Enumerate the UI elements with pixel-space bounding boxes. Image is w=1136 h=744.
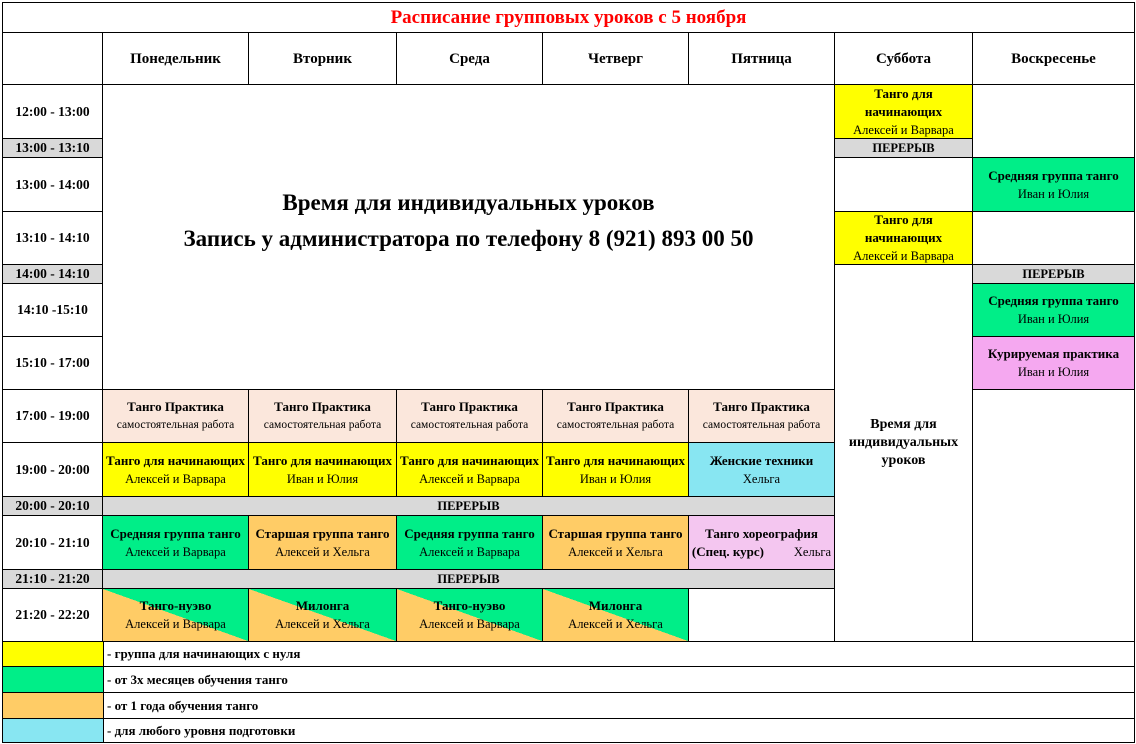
class-title: Танго для начинающих	[105, 452, 245, 468]
time-slot	[2, 264, 103, 284]
day-header-0	[102, 32, 249, 85]
class-title: Средняя группа танго	[110, 525, 241, 541]
class-teachers: Алексей и Варвара	[419, 471, 520, 486]
time-label: 12:00 - 13:00	[15, 103, 90, 119]
class-title: Женские техники	[709, 452, 814, 468]
class-teachers: Алексей и Варвара	[125, 544, 226, 559]
class-note: самостоятельная работа	[263, 419, 382, 431]
time-label: 14:10 -15:10	[17, 302, 88, 317]
class-title: Танго Практика	[127, 399, 224, 414]
schedule-title-cell	[2, 2, 1135, 33]
tuesday-milonga-class	[248, 588, 397, 642]
day-label: Воскресенье	[1011, 50, 1096, 67]
time-slot	[2, 588, 103, 642]
monday-intermediate-class	[102, 515, 249, 570]
practice-class	[248, 389, 397, 443]
sunday-curated-practice	[972, 336, 1135, 390]
practice-class	[102, 389, 249, 443]
individual-lessons-title: Время для индивидуальных уроков	[282, 190, 655, 215]
time-slot	[2, 84, 103, 139]
class-teachers: Алексей и Варвара	[419, 544, 520, 559]
day-header-2	[396, 32, 543, 85]
class-teachers: Хельга	[793, 544, 832, 559]
break-label: ПЕРЕРЫВ	[437, 499, 500, 513]
time-slot	[2, 515, 103, 570]
class-teachers: Иван и Юлия	[286, 471, 359, 486]
day-header-5	[834, 32, 973, 85]
class-title: Курируемая практика	[987, 346, 1120, 361]
time-label: 19:00 - 20:00	[15, 461, 90, 477]
legend-color-swatch	[3, 642, 104, 666]
monday-nuevo-class	[102, 588, 249, 642]
day-header-6	[972, 32, 1135, 85]
time-label: 17:00 - 19:00	[15, 408, 90, 423]
sunday-intermediate-class-2	[972, 283, 1135, 337]
day-label: Четверг	[588, 50, 643, 67]
sunday-intermediate-class-1	[972, 157, 1135, 212]
day-header-1	[248, 32, 397, 85]
class-teachers: Алексей и Варвара	[125, 617, 226, 631]
class-title: Танго Практика	[567, 399, 664, 414]
time-label: 13:00 - 14:00	[15, 176, 90, 192]
class-title: Танго для начинающих	[399, 452, 539, 468]
legend-row	[2, 666, 1135, 693]
day-label: Пятница	[731, 50, 792, 67]
thursday-beginner-class	[542, 442, 689, 497]
class-teachers: Алексей и Хельга	[275, 617, 370, 631]
class-title: Танго для начинающих	[864, 85, 943, 119]
time-slot	[2, 138, 103, 158]
class-title: Старшая группа танго	[255, 525, 390, 541]
time-label: 20:00 - 20:10	[15, 498, 90, 513]
break-label: ПЕРЕРЫВ	[1022, 267, 1085, 281]
day-header-3	[542, 32, 689, 85]
legend-color-swatch	[3, 719, 104, 742]
class-title: Милонга	[295, 598, 350, 613]
time-label: 14:00 - 14:10	[15, 266, 90, 281]
class-title: Средняя группа танго	[988, 167, 1119, 183]
class-note: самостоятельная работа	[556, 419, 675, 431]
legend-row	[2, 641, 1135, 667]
class-title: Танго для начинающих	[864, 212, 943, 245]
day-label: Суббота	[876, 50, 931, 67]
time-label: 20:10 - 21:10	[15, 534, 90, 550]
monday-beginner-class	[102, 442, 249, 497]
saturday-empty-slot	[834, 157, 973, 212]
class-teachers: Алексей и Варвара	[853, 122, 954, 137]
day-label: Вторник	[293, 50, 352, 67]
individual-lessons-phone: Запись у администратора по телефону 8 (921) 893 00 50	[183, 226, 754, 251]
practice-class	[542, 389, 689, 443]
class-title: Танго Практика	[713, 399, 810, 414]
tuesday-senior-class	[248, 515, 397, 570]
saturday-individual-label: Время для индивидуальных уроков	[848, 417, 959, 468]
weekday-break-2000	[102, 496, 835, 516]
saturday-individual-block	[834, 264, 973, 642]
schedule-title: Расписание групповых уроков с 5 ноября	[390, 6, 747, 28]
friday-empty-slot	[688, 588, 835, 642]
day-label: Среда	[449, 50, 490, 67]
break-label: ПЕРЕРЫВ	[437, 572, 500, 586]
time-slot	[2, 283, 103, 337]
time-slot	[2, 157, 103, 212]
time-slot	[2, 389, 103, 443]
break-label: ПЕРЕРЫВ	[872, 141, 935, 155]
legend-color-swatch	[3, 667, 104, 692]
wednesday-nuevo-class	[396, 588, 543, 642]
class-teachers: Иван и Юлия	[1017, 365, 1090, 379]
class-title: Средняя группа танго	[988, 293, 1119, 308]
time-label: 13:10 - 14:10	[15, 230, 90, 245]
sunday-empty-slot-2	[972, 211, 1135, 265]
class-title: Танго для начинающих	[545, 452, 685, 468]
time-label: 21:10 - 21:20	[15, 571, 90, 586]
friday-choreography-class	[688, 515, 835, 570]
thursday-senior-class	[542, 515, 689, 570]
tuesday-beginner-class	[248, 442, 397, 497]
time-slot	[2, 569, 103, 589]
time-slot	[2, 496, 103, 516]
class-teachers: Алексей и Варвара	[419, 617, 520, 631]
wednesday-beginner-class	[396, 442, 543, 497]
class-note: самостоятельная работа	[410, 419, 529, 431]
class-detail-row	[692, 543, 831, 561]
legend-text: - от 3х месяцев обучения танго	[107, 671, 288, 687]
saturday-break	[834, 138, 973, 158]
class-title: Танго-нуэво	[139, 598, 212, 613]
class-teachers: Хельга	[742, 471, 781, 486]
time-slot	[2, 336, 103, 390]
class-teachers: Алексей и Варвара	[125, 471, 226, 486]
day-header-4	[688, 32, 835, 85]
class-teachers: Иван и Юлия	[1017, 312, 1090, 326]
sunday-empty-slot-1	[972, 84, 1135, 158]
class-teachers: Алексей и Варвара	[853, 249, 954, 263]
practice-class	[688, 389, 835, 443]
class-teachers: Иван и Юлия	[579, 471, 652, 486]
class-title: Старшая группа танго	[548, 525, 683, 541]
saturday-beginner-class-2	[834, 211, 973, 265]
class-title: Танго-нуэво	[433, 598, 506, 613]
legend-text: - группа для начинающих с нуля	[107, 646, 301, 661]
class-note: самостоятельная работа	[702, 419, 821, 431]
legend-color-swatch	[3, 693, 104, 718]
wednesday-intermediate-class	[396, 515, 543, 570]
friday-women-technique-class	[688, 442, 835, 497]
legend-text: - для любого уровня подготовки	[107, 722, 296, 738]
time-slot	[2, 211, 103, 265]
class-note: (Спец. курс)	[691, 543, 765, 559]
sunday-break	[972, 264, 1135, 284]
legend-row	[2, 692, 1135, 719]
class-title: Милонга	[588, 598, 643, 613]
weekday-break-2110	[102, 569, 835, 589]
time-label: 21:20 - 22:20	[15, 607, 90, 622]
header-corner	[2, 32, 103, 85]
class-title: Танго хореография	[705, 525, 818, 541]
sunday-empty-slot-3	[972, 389, 1135, 642]
time-label: 13:00 - 13:10	[15, 140, 90, 155]
class-teachers: Иван и Юлия	[1017, 186, 1090, 201]
class-title: Средняя группа танго	[404, 525, 535, 541]
class-title: Танго Практика	[274, 399, 371, 414]
time-label: 15:10 - 17:00	[15, 355, 90, 370]
class-title: Танго для начинающих	[252, 452, 392, 468]
class-teachers: Алексей и Хельга	[568, 544, 663, 559]
legend-row	[2, 718, 1135, 743]
legend-text: - от 1 года обучения танго	[107, 697, 259, 713]
day-label: Понедельник	[130, 50, 221, 67]
class-title: Танго Практика	[421, 399, 518, 414]
class-teachers: Алексей и Хельга	[568, 617, 663, 631]
class-teachers: Алексей и Хельга	[275, 544, 370, 559]
class-note: самостоятельная работа	[116, 419, 235, 431]
practice-class	[396, 389, 543, 443]
time-slot	[2, 442, 103, 497]
saturday-beginner-class-1	[834, 84, 973, 139]
individual-lessons-block	[102, 84, 835, 390]
thursday-milonga-class	[542, 588, 689, 642]
